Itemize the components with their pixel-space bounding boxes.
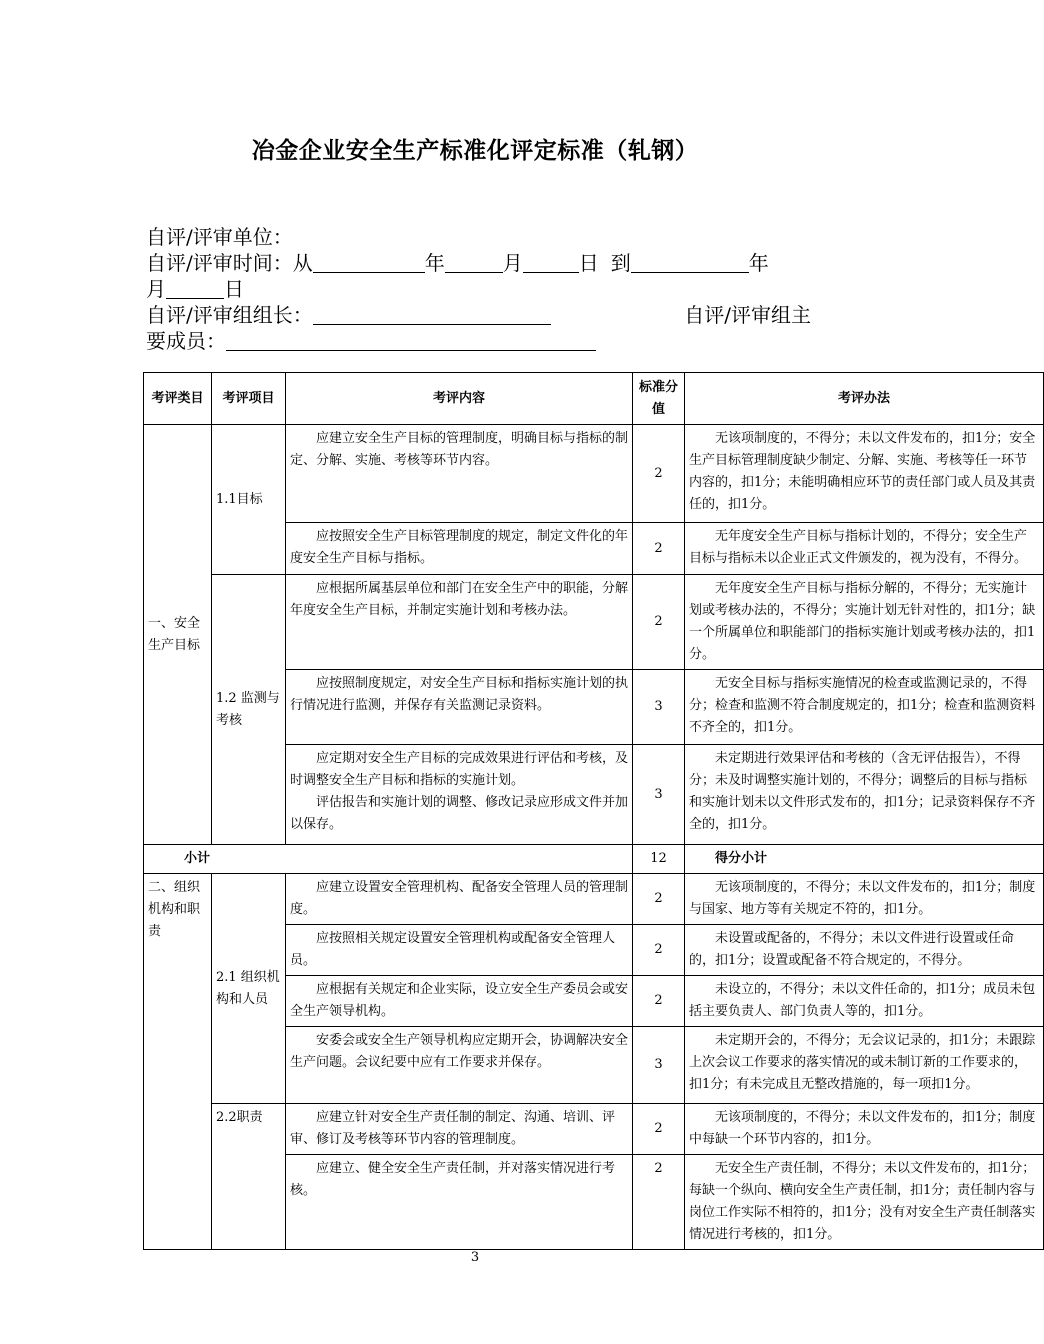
content-paragraph: 评估报告和实施计划的调整、修改记录应形成文件并加以保存。 (290, 795, 629, 832)
day-label: 日 (578, 251, 599, 275)
score-cell: 2 (633, 425, 685, 523)
members-label-b: 要成员： (146, 329, 226, 353)
score-cell: 2 (633, 1104, 685, 1155)
unit-label: 自评/评审单位： (146, 225, 293, 249)
header-item: 考评项目 (212, 373, 286, 425)
document-title: 冶金企业安全生产标准化评定标准（轧钢） (251, 137, 699, 164)
year-label: 年 (424, 251, 445, 275)
item-cell: 2.2职责 (212, 1104, 286, 1250)
members-line (146, 328, 811, 354)
leader-line (146, 302, 811, 328)
content-cell: 应建立安全生产目标的管理制度，明确目标与指标的制定、分解、实施、考核等环节内容。 (286, 425, 633, 523)
header-score: 标准分值 (633, 373, 685, 425)
content-cell: 应根据有关规定和企业实际，设立安全生产委员会或安全生产领导机构。 (286, 976, 633, 1027)
subtotal-label: 小计 (144, 845, 633, 874)
method-cell: 无年度安全生产目标与指标计划的，不得分；安全生产目标与指标未以企业正式文件颁发的，视为没有，不得分。 (685, 523, 1044, 575)
start-month-blank (445, 252, 503, 273)
standard-table-wrapper (143, 372, 1036, 1242)
subtotal-score: 12 (633, 845, 685, 874)
method-cell: 无安全目标与指标实施情况的检查或监测记录的，不得分；检查和监测不符合制度规定的，扣1分；检查和监测资料不齐全的，扣1分。 (685, 670, 1044, 745)
unit-line (146, 224, 811, 250)
table-row (144, 874, 1044, 925)
subtotal-method: 得分小计 (685, 845, 1044, 874)
time-label: 自评/评审时间：从 (146, 251, 313, 275)
table-row (144, 425, 1044, 523)
end-month-label: 月 (146, 277, 166, 301)
end-year-blank (631, 252, 749, 273)
method-cell: 无该项制度的，不得分；未以文件发布的，扣1分；制度中每缺一个环节内容的，扣1分。 (685, 1104, 1044, 1155)
table-row (144, 1104, 1044, 1155)
content-cell: 应根据所属基层单位和部门在安全生产中的职能，分解年度安全生产目标，并制定实施计划和考核办法。 (286, 575, 633, 670)
members-label-a: 自评/评审组主 (684, 303, 811, 327)
to-label: 到 (610, 251, 631, 275)
category-cell: 一、安全生产目标 (144, 425, 212, 845)
item-cell: 1.2 监测与考核 (212, 575, 286, 845)
end-day-blank (166, 278, 224, 299)
content-cell: 应按照相关规定设置安全管理机构或配备安全管理人员。 (286, 925, 633, 976)
item-cell: 2.1 组织机构和人员 (212, 874, 286, 1104)
method-cell: 无该项制度的，不得分；未以文件发布的，扣1分；制度与国家、地方等有关规定不符的，扣1分。 (685, 874, 1044, 925)
standard-table (143, 372, 1044, 1250)
method-cell: 未设置或配备的，不得分；未以文件进行设置或任命的，扣1分；设置或配备不符合规定的，不得分。 (685, 925, 1044, 976)
table-header-row (144, 373, 1044, 425)
method-cell: 未定期开会的，不得分；无会议记录的，扣1分；未跟踪上次会议工作要求的落实情况的或未制订新的工作要求的，扣1分；有未完成且无整改措施的，每一项扣1分。 (685, 1027, 1044, 1104)
content-cell: 应按照安全生产目标管理制度的规定，制定文件化的年度安全生产目标与指标。 (286, 523, 633, 575)
score-cell: 3 (633, 670, 685, 745)
score-cell: 2 (633, 976, 685, 1027)
score-cell: 3 (633, 1027, 685, 1104)
end-day-label: 日 (224, 277, 244, 301)
content-paragraph: 应定期对安全生产目标的完成效果进行评估和考核，及时调整安全生产目标和指标的实施计划。 (290, 751, 629, 788)
score-cell: 2 (633, 1155, 685, 1250)
score-cell: 2 (633, 523, 685, 575)
item-cell: 1.1目标 (212, 425, 286, 575)
subtotal-row (144, 845, 1044, 874)
content-cell: 应建立针对安全生产责任制的制定、沟通、培训、评审、修订及考核等环节内容的管理制度。 (286, 1104, 633, 1155)
score-cell: 2 (633, 925, 685, 976)
method-cell: 未定期进行效果评估和考核的（含无评估报告），不得分；未及时调整实施计划的，不得分；调整后的目标与指标和实施计划未以文件形式发布的，扣1分；记录资料保存不齐全的，扣1分。 (685, 745, 1044, 845)
leader-label: 自评/评审组组长： (146, 303, 313, 327)
content-cell: 安委会或安全生产领导机构应定期开会，协调解决安全生产问题。会议纪要中应有工作要求并保存。 (286, 1027, 633, 1104)
score-cell: 2 (633, 575, 685, 670)
header-method: 考评办法 (685, 373, 1044, 425)
header-category: 考评类目 (144, 373, 212, 425)
start-year-blank (313, 252, 425, 273)
members-blank (226, 330, 596, 351)
end-year-label: 年 (748, 251, 769, 275)
method-cell: 无安全生产责任制，不得分；未以文件发布的，扣1分；每缺一个纵向、横向安全生产责任制，扣1分；责任制内容与岗位工作实际不相符的，扣1分；没有对安全生产责任制落实情况进行考核的，扣1分。 (685, 1155, 1044, 1250)
start-day-blank (523, 252, 579, 273)
method-cell: 无该项制度的，不得分；未以文件发布的，扣1分；安全生产目标管理制度缺少制定、分解、实施、考核等任一环节内容的，扣1分；未能明确相应环节的责任部门或人员及其责任的，扣1分。 (685, 425, 1044, 523)
leader-blank (313, 304, 551, 325)
content-cell: 应建立设置安全管理机构、配备安全管理人员的管理制度。 (286, 874, 633, 925)
score-cell: 3 (633, 745, 685, 845)
header-info (146, 224, 811, 354)
score-cell: 2 (633, 874, 685, 925)
time-line-cont (146, 276, 811, 302)
header-content: 考评内容 (286, 373, 633, 425)
content-cell (286, 745, 633, 845)
category-cell: 二、组织机构和职责 (144, 874, 212, 1250)
method-cell: 未设立的，不得分；未以文件任命的，扣1分；成员未包括主要负责人、部门负责人等的，扣1分。 (685, 976, 1044, 1027)
time-line (146, 250, 811, 276)
month-label: 月 (502, 251, 523, 275)
content-cell: 应建立、健全安全生产责任制，并对落实情况进行考核。 (286, 1155, 633, 1250)
table-row (144, 575, 1044, 670)
page-number: 3 (470, 1250, 480, 1265)
content-cell: 应按照制度规定，对安全生产目标和指标实施计划的执行情况进行监测，并保存有关监测记录资料。 (286, 670, 633, 745)
method-cell: 无年度安全生产目标与指标分解的，不得分；无实施计划或考核办法的，不得分；实施计划无针对性的，扣1分；缺一个所属单位和职能部门的指标实施计划或考核办法的，扣1分。 (685, 575, 1044, 670)
